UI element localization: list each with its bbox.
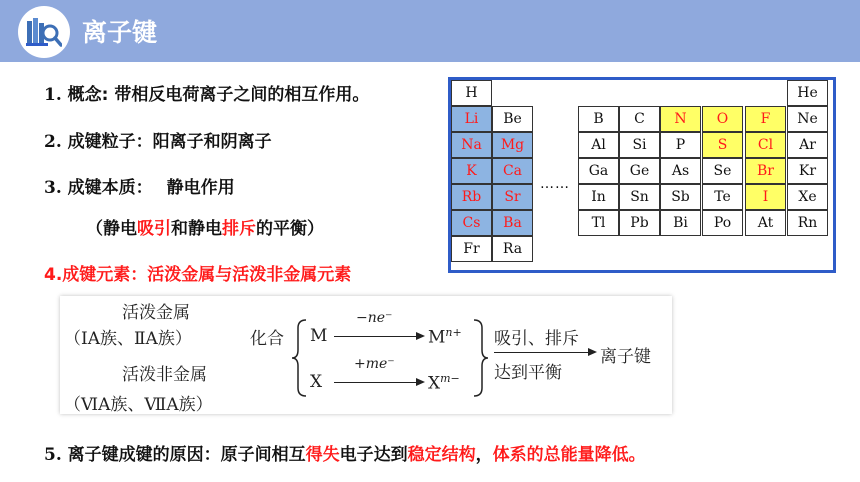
- particles-text: 成键粒子：阳离子和阴离子: [67, 132, 272, 152]
- energy-lower-highlight: 体系的总能量降低。: [492, 445, 646, 465]
- reason-part: ，: [475, 445, 493, 465]
- item-number: 5.: [44, 445, 62, 465]
- metal-cation: [428, 326, 462, 348]
- cation-charge: n+: [445, 326, 462, 339]
- arrow-head-icon: [416, 378, 425, 386]
- ionic-bond-label: 离子键: [600, 347, 651, 367]
- left-brace-icon: [290, 318, 310, 398]
- element-cell-nonmetal: I: [745, 184, 786, 210]
- anion-charge: m−: [440, 372, 460, 385]
- item-number: 2.: [44, 132, 62, 152]
- element-cell: Xe: [787, 184, 828, 210]
- element-cell: Ra: [492, 236, 533, 262]
- element-cell: Sb: [660, 184, 701, 210]
- reach-balance-label: 达到平衡: [494, 363, 562, 383]
- element-cell-metal: K: [451, 158, 492, 184]
- element-cell-metal: Cs: [451, 210, 492, 236]
- element-cell: Ge: [619, 158, 660, 184]
- element-cell: In: [578, 184, 619, 210]
- element-cell: B: [578, 106, 619, 132]
- metal-arrow: [334, 336, 418, 337]
- attract-repel-label: 吸引、排斥: [494, 329, 579, 349]
- element-cell-nonmetal: N: [660, 106, 701, 132]
- concept-text: 概念: 带相反电荷离子之间的相互作用。: [67, 85, 370, 105]
- element-cell-nonmetal: O: [702, 106, 743, 132]
- reason-line: [44, 440, 646, 465]
- element-cell: He: [787, 80, 828, 106]
- element-cell: Ga: [578, 158, 619, 184]
- element-cell-nonmetal: Br: [745, 158, 786, 184]
- balance-line: [86, 214, 324, 239]
- element-cell: Sn: [619, 184, 660, 210]
- element-cell: Tl: [578, 210, 619, 236]
- element-cell: Po: [702, 210, 743, 236]
- active-nonmetal-label: 活泼非金属: [122, 365, 207, 385]
- ionic-bond-formation-diagram: [60, 296, 672, 414]
- elements-line: 4.成键元素：活泼金属与活泼非金属元素: [44, 265, 352, 285]
- right-brace-icon: [470, 318, 490, 398]
- balance-part: 的平衡）: [256, 219, 324, 239]
- anion-symbol: X: [428, 373, 441, 394]
- element-cell: Pb: [619, 210, 660, 236]
- essence-label: 成键本质：: [67, 178, 153, 198]
- element-cell-nonmetal: Cl: [745, 132, 786, 158]
- active-metal-label: 活泼金属: [122, 303, 190, 323]
- element-cell: Rn: [787, 210, 828, 236]
- nonmetal-groups-label: （ⅥA族、ⅦA族）: [64, 395, 213, 415]
- reason-part: 离子键成键的原因：原子间相互: [67, 445, 306, 465]
- element-cell: Si: [619, 132, 660, 158]
- element-cell: Bi: [660, 210, 701, 236]
- element-cell-metal: Ba: [492, 210, 533, 236]
- arrow-head-icon: [416, 332, 425, 340]
- element-cell: As: [660, 158, 701, 184]
- gain-lose-highlight: 得失: [305, 445, 340, 465]
- title-bar: [0, 0, 860, 62]
- metal-groups-label: （ⅠA族、ⅡA族）: [64, 329, 192, 349]
- element-cell: Ne: [787, 106, 828, 132]
- element-cell-metal: Sr: [492, 184, 533, 210]
- element-cell-metal: Na: [451, 132, 492, 158]
- essence-line: [44, 173, 235, 198]
- element-cell: Kr: [787, 158, 828, 184]
- metal-symbol: M: [310, 326, 328, 346]
- gain-electron-label: +me⁻: [354, 356, 395, 372]
- result-arrow: [494, 352, 590, 353]
- balance-part: （静电: [86, 219, 137, 239]
- item-number: 3.: [44, 178, 62, 198]
- arrow-head-icon: [588, 348, 597, 356]
- element-cell: P: [660, 132, 701, 158]
- element-cell: At: [745, 210, 786, 236]
- cation-symbol: M: [428, 327, 446, 348]
- element-cell-metal: Ca: [492, 158, 533, 184]
- books-magnifier-icon: [18, 6, 70, 58]
- balance-part: 和静电: [171, 219, 222, 239]
- nonmetal-anion: [428, 372, 460, 394]
- nonmetal-arrow: [334, 382, 418, 383]
- element-cell: Al: [578, 132, 619, 158]
- element-cell-nonmetal: S: [702, 132, 743, 158]
- element-cell-metal: Mg: [492, 132, 533, 158]
- element-cell-metal: Rb: [451, 184, 492, 210]
- combine-label: 化合: [250, 329, 284, 349]
- page-title: 离子键: [82, 18, 158, 47]
- element-cell: Se: [702, 158, 743, 184]
- element-cell: C: [619, 106, 660, 132]
- nonmetal-symbol: X: [310, 372, 323, 392]
- repulsion-highlight: 排斥: [222, 219, 256, 239]
- element-cell: Te: [702, 184, 743, 210]
- concept-line: [44, 80, 369, 105]
- attraction-highlight: 吸引: [137, 219, 171, 239]
- element-cell: H: [451, 80, 492, 106]
- table-ellipsis: ……: [540, 176, 570, 192]
- essence-value: 静电作用: [166, 178, 235, 198]
- element-cell: Ar: [787, 132, 828, 158]
- element-cell-nonmetal: F: [745, 106, 786, 132]
- reason-part: 电子达到: [339, 445, 408, 465]
- particles-line: [44, 127, 272, 152]
- element-cell: Fr: [451, 236, 492, 262]
- lose-electron-label: −ne⁻: [356, 310, 393, 326]
- element-cell-metal: Li: [451, 106, 492, 132]
- element-cell: Be: [492, 106, 533, 132]
- stable-structure-highlight: 稳定结构: [407, 445, 476, 465]
- item-number: 1.: [44, 85, 62, 105]
